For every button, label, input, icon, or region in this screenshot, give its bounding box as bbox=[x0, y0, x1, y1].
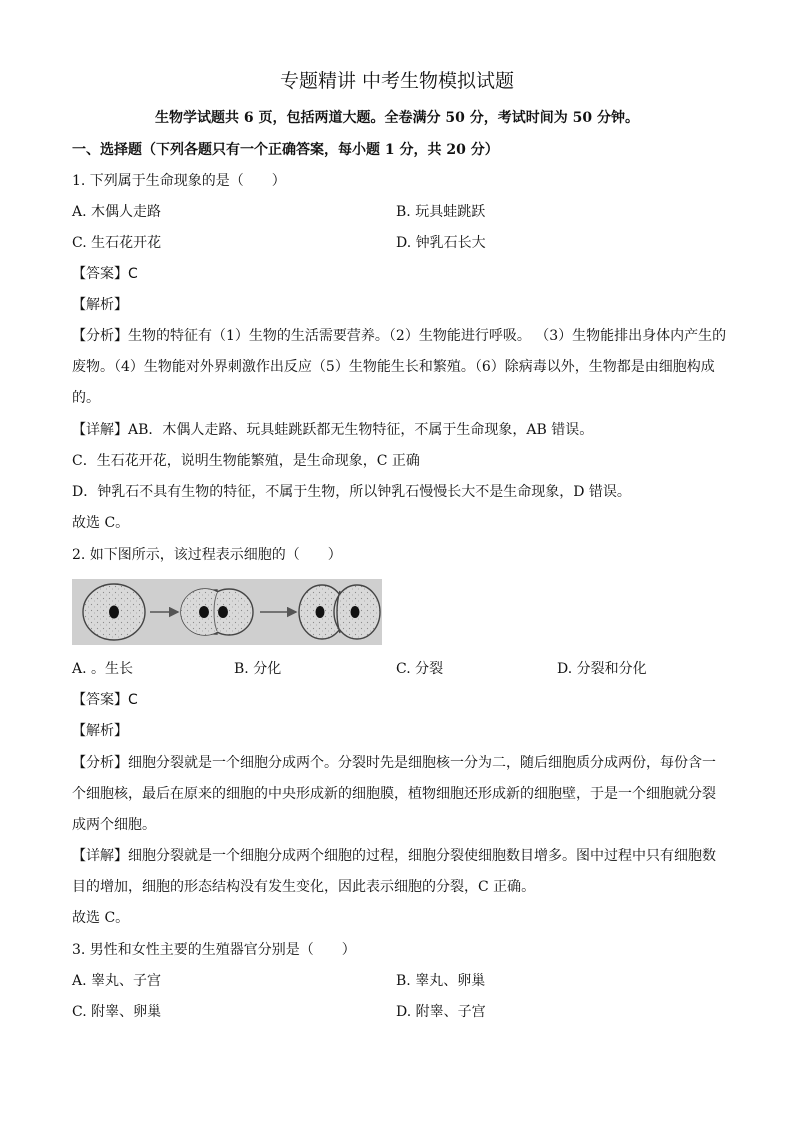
q2-option-a: A. 。生长 bbox=[72, 661, 134, 677]
q2-option-d: D. 分裂和分化 bbox=[557, 661, 647, 677]
q2-detail-line: 【详解】细胞分裂就是一个细胞分成两个细胞的过程，细胞分裂使细胞数目增多。图中过程中只有细胞数 bbox=[72, 848, 716, 864]
q2-analysis-tag: 【解析】 bbox=[72, 723, 128, 739]
q1-analysis-line: 废物。（4）生物能对外界刺激作出反应（5）生物能生长和繁殖。（6）除病毒以外，生物都是由细胞构成 bbox=[72, 359, 715, 375]
q1-detail-line: D．钟乳石不具有生物的特征，不属于生物，所以钟乳石慢慢长大不是生命现象，D 错误。 bbox=[72, 484, 631, 500]
q1-detail-line: 【详解】AB．木偶人走路、玩具蛙跳跃都无生物特征，不属于生命现象，AB 错误。 bbox=[72, 422, 594, 438]
q2-answer: 【答案】C bbox=[72, 692, 138, 708]
q1-stem: 1. 下列属于生命现象的是（ ） bbox=[72, 173, 286, 189]
q1-option-c: C. 生石花开花 bbox=[72, 235, 162, 251]
q1-option-d: D. 钟乳石长大 bbox=[396, 235, 486, 251]
q3-stem: 3. 男性和女性主要的生殖器官分别是（ ） bbox=[72, 942, 356, 958]
q2-stem: 2. 如下图所示，该过程表示细胞的（ ） bbox=[72, 547, 342, 563]
exam-info: 生物学试题共 6 页，包括两道大题。全卷满分 50 分，考试时间为 50 分钟。 bbox=[155, 110, 639, 126]
q3-option-d: D. 附睾、子宫 bbox=[396, 1004, 486, 1020]
dividing-cell bbox=[181, 589, 253, 635]
q1-answer: 【答案】C bbox=[72, 266, 138, 282]
q2-detail-line: 目的增加，细胞的形态结构没有发生变化，因此表示细胞的分裂，C 正确。 bbox=[72, 879, 536, 895]
q1-conclusion: 故选 C。 bbox=[72, 515, 130, 531]
q2-analysis-line: 个细胞核，最后在原来的细胞的中央形成新的细胞膜，植物细胞还形成新的细胞壁，于是一个细胞就分裂 bbox=[72, 786, 716, 802]
q3-option-c: C. 附睾、卵巢 bbox=[72, 1004, 162, 1020]
section-heading: 一、选择题（下列各题只有一个正确答案，每小题 1 分，共 20 分） bbox=[72, 142, 499, 158]
q2-option-b: B. 分化 bbox=[234, 661, 282, 677]
q1-option-a: A. 木偶人走路 bbox=[72, 204, 162, 220]
q1-analysis-line: 的。 bbox=[72, 390, 100, 406]
q1-analysis-tag: 【解析】 bbox=[72, 297, 128, 313]
q1-option-b: B. 玩具蛙跳跃 bbox=[396, 204, 486, 220]
q2-analysis-line: 【分析】细胞分裂就是一个细胞分成两个。分裂时先是细胞核一分为二，随后细胞质分成两份，每份含一 bbox=[72, 755, 716, 771]
q2-conclusion: 故选 C。 bbox=[72, 910, 130, 926]
q1-analysis-line: 【分析】生物的特征有（1）生物的生活需要营养。（2）生物能进行呼吸。 （3）生物能排出身体内产生的 bbox=[72, 328, 727, 344]
daughter-cells bbox=[299, 585, 380, 639]
single-cell bbox=[83, 584, 145, 640]
q2-analysis-line: 成两个细胞。 bbox=[72, 817, 156, 833]
page-title: 专题精讲 中考生物模拟试题 bbox=[279, 70, 515, 92]
q3-option-b: B. 睾丸、卵巢 bbox=[396, 973, 486, 989]
cell-division-diagram bbox=[72, 579, 382, 645]
q3-option-a: A. 睾丸、子宫 bbox=[72, 973, 162, 989]
q1-detail-line: C．生石花开花，说明生物能繁殖，是生命现象，C 正确 bbox=[72, 453, 420, 469]
q2-option-c: C. 分裂 bbox=[396, 661, 444, 677]
